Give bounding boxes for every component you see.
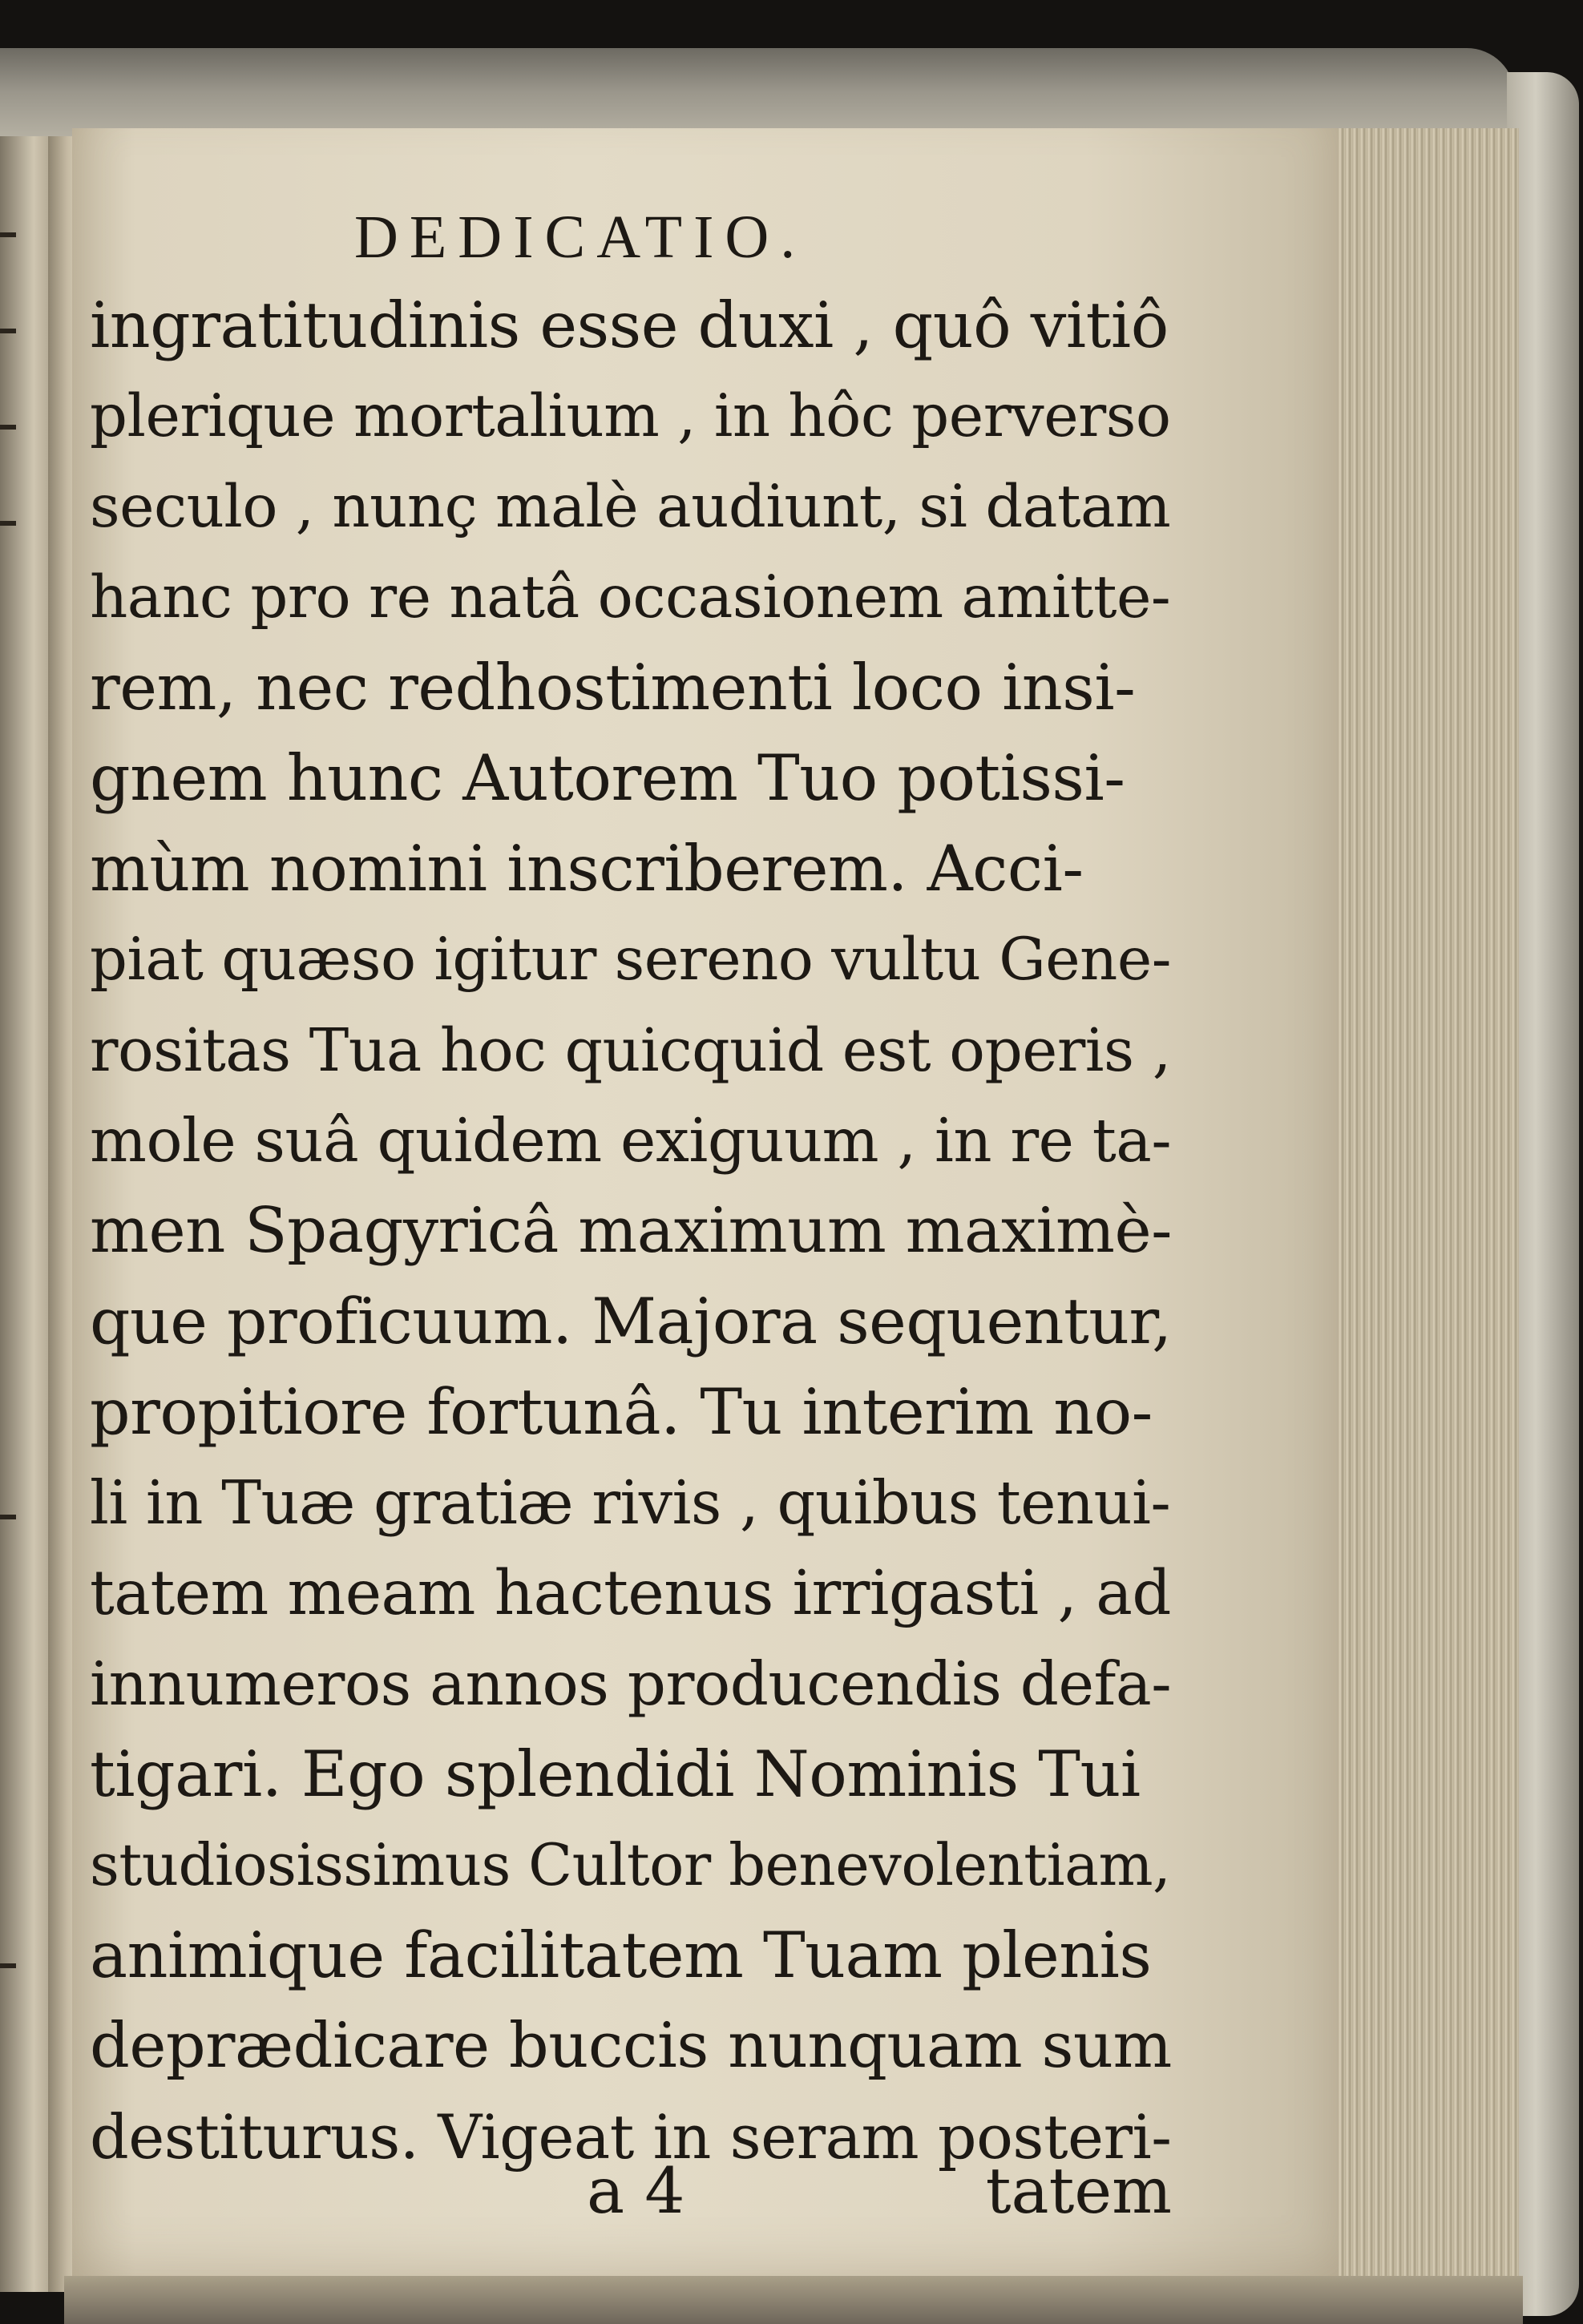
text-line: gnem hunc Autorem Tuo potissi- (90, 741, 1125, 815)
text-line: mùm nomini inscriberem. Acci- (90, 832, 1084, 906)
catchword: tatem (985, 2154, 1172, 2228)
signature-mark: a 4 (587, 2154, 685, 2228)
text-lines (90, 280, 1172, 2182)
page-footer (90, 2146, 1172, 2237)
text-line: plerique mortalium , in hôc perverso (90, 382, 1171, 450)
text-line: rositas Tua hoc quicquid est operis , (90, 1015, 1171, 1085)
text-line: seculo , nunç malè audiunt, si datam (90, 473, 1171, 541)
text-line: destiturus. Vigeat in seram posteri- (90, 2101, 1172, 2173)
text-line: tigari. Ego splendidi Nominis Tui (90, 1737, 1141, 1811)
text-line: studiosissimus Cultor benevolentiam, (90, 1831, 1171, 1898)
text-line: mole suâ quidem exiguum , in re ta- (90, 1106, 1172, 1176)
page-block-edges (1331, 128, 1519, 2292)
facing-page-fragment (0, 136, 48, 2292)
book-bottom-edge (64, 2276, 1523, 2324)
text-line: animique facilitatem Tuam plenis (90, 1919, 1152, 1992)
text-line: innumeros annos producendis defa- (90, 1648, 1172, 1719)
running-header: DEDICATIO. (354, 204, 807, 271)
text-line: hanc pro re natâ occasionem amitte- (90, 563, 1171, 631)
text-line: tatem meam hactenus irrigasti , ad (90, 1558, 1171, 1629)
text-line: men Spagyricâ maximum maximè- (90, 1195, 1172, 1267)
text-line: li in Tuæ gratiæ rivis , quibus tenui- (90, 1468, 1171, 1538)
text-line: que proficuum. Majora sequentur, (90, 1285, 1172, 1358)
text-line: ingratitudinis esse duxi , quô vitiô (90, 288, 1169, 362)
text-line: rem, nec redhostimenti loco insi- (90, 651, 1136, 724)
text-line: propitiore fortunâ. Tu interim no- (90, 1375, 1153, 1449)
text-line: deprædicare buccis nunquam sum (90, 2010, 1172, 2082)
text-line: piat quæso igitur sereno vultu Gene- (90, 926, 1172, 994)
